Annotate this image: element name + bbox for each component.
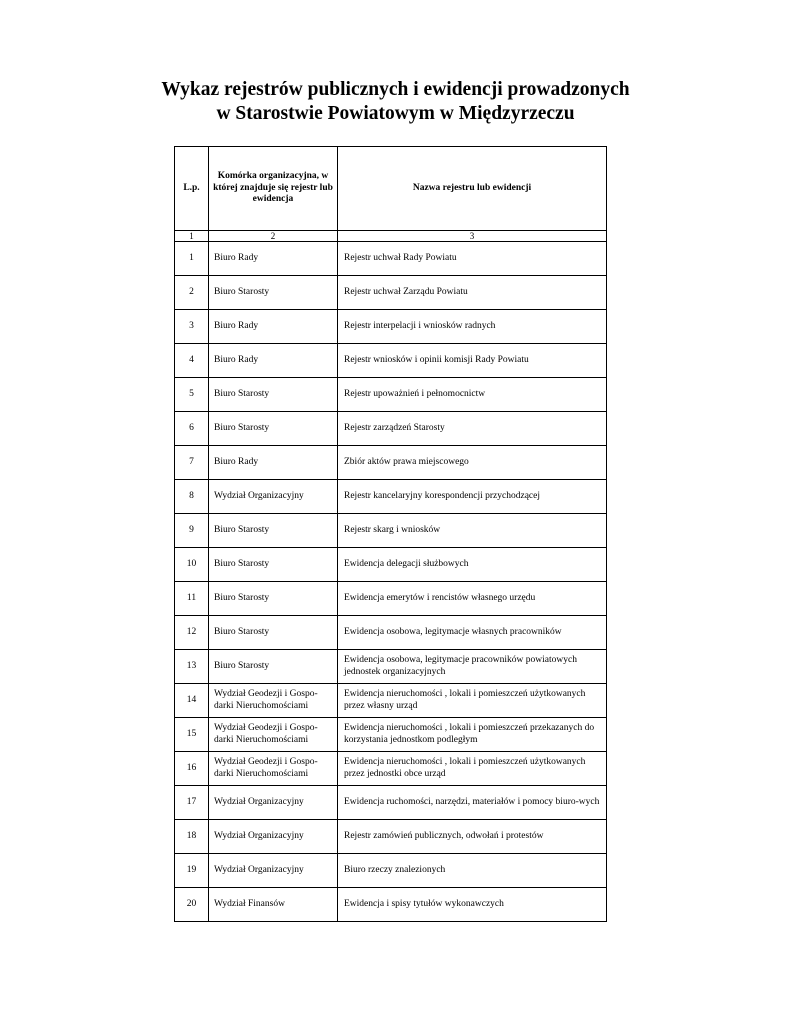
row-unit: Wydział Organizacyjny (209, 854, 338, 888)
table-row (175, 718, 607, 752)
table-row (175, 514, 607, 548)
row-register: Zbiór aktów prawa miejscowego (338, 446, 607, 480)
table-row (175, 888, 607, 922)
table-row (175, 854, 607, 888)
row-register: Biuro rzeczy znalezionych (338, 854, 607, 888)
row-register: Rejestr interpelacji i wniosków radnych (338, 310, 607, 344)
table-row (175, 684, 607, 718)
row-unit: Biuro Starosty (209, 276, 338, 310)
row-number: 16 (175, 752, 209, 786)
row-number: 14 (175, 684, 209, 718)
row-unit: Wydział Organizacyjny (209, 786, 338, 820)
row-number: 2 (175, 276, 209, 310)
table-row (175, 446, 607, 480)
row-register: Rejestr zamówień publicznych, odwołań i protestów (338, 820, 607, 854)
row-register: Ewidencja nieruchomości , lokali i pomieszczeń użytkowanych przez jednostki obce urząd (338, 752, 607, 786)
table-row (175, 378, 607, 412)
row-number: 9 (175, 514, 209, 548)
table-row (175, 276, 607, 310)
header-lp: L.p. (175, 147, 209, 231)
table-row (175, 752, 607, 786)
row-number: 17 (175, 786, 209, 820)
table-row (175, 480, 607, 514)
table-body (175, 242, 607, 922)
row-unit: Wydział Organizacyjny (209, 820, 338, 854)
row-number: 8 (175, 480, 209, 514)
registers-table (174, 146, 607, 922)
row-register: Ewidencja emerytów i rencistów własnego urzędu (338, 582, 607, 616)
row-number: 18 (175, 820, 209, 854)
row-register: Ewidencja ruchomości, narzędzi, materiałów i pomocy biuro-wych (338, 786, 607, 820)
row-number: 6 (175, 412, 209, 446)
row-unit: Biuro Starosty (209, 582, 338, 616)
row-number: 19 (175, 854, 209, 888)
row-register: Ewidencja osobowa, legitymacje pracowników powiatowych jednostek organizacyjnych (338, 650, 607, 684)
table-row (175, 548, 607, 582)
row-unit: Biuro Rady (209, 344, 338, 378)
table-row (175, 310, 607, 344)
row-unit: Biuro Starosty (209, 548, 338, 582)
row-register: Rejestr wniosków i opinii komisji Rady Powiatu (338, 344, 607, 378)
row-unit: Wydział Organizacyjny (209, 480, 338, 514)
row-register: Rejestr uchwał Rady Powiatu (338, 242, 607, 276)
table-row (175, 582, 607, 616)
header-register: Nazwa rejestru lub ewidencji (338, 147, 607, 231)
row-unit: Wydział Geodezji i Gospo-darki Nieruchomościami (209, 752, 338, 786)
document-title (0, 78, 791, 126)
table-row (175, 412, 607, 446)
row-unit: Wydział Geodezji i Gospo-darki Nieruchomościami (209, 684, 338, 718)
table-row (175, 242, 607, 276)
row-number: 7 (175, 446, 209, 480)
row-unit: Biuro Rady (209, 310, 338, 344)
table-row (175, 344, 607, 378)
title-line-1: Wykaz rejestrów publicznych i ewidencji prowadzonych (161, 79, 630, 100)
row-number: 11 (175, 582, 209, 616)
row-unit: Biuro Rady (209, 446, 338, 480)
table-row (175, 650, 607, 684)
row-unit: Biuro Starosty (209, 616, 338, 650)
row-unit: Wydział Finansów (209, 888, 338, 922)
row-unit: Biuro Rady (209, 242, 338, 276)
row-number: 5 (175, 378, 209, 412)
column-number-row (175, 231, 607, 242)
column-number: 3 (338, 231, 607, 242)
row-number: 15 (175, 718, 209, 752)
row-register: Ewidencja osobowa, legitymacje własnych pracowników (338, 616, 607, 650)
row-register: Ewidencja nieruchomości , lokali i pomieszczeń przekazanych do korzystania jednostkom podległym (338, 718, 607, 752)
row-number: 1 (175, 242, 209, 276)
column-number: 2 (209, 231, 338, 242)
row-register: Rejestr kancelaryjny korespondencji przychodzącej (338, 480, 607, 514)
row-unit: Biuro Starosty (209, 378, 338, 412)
row-register: Rejestr upoważnień i pełnomocnictw (338, 378, 607, 412)
row-register: Rejestr zarządzeń Starosty (338, 412, 607, 446)
title-line-2: w Starostwie Powiatowym w Międzyrzeczu (216, 103, 575, 124)
table-header-row (175, 147, 607, 231)
row-unit: Biuro Starosty (209, 514, 338, 548)
row-number: 4 (175, 344, 209, 378)
row-register: Ewidencja delegacji służbowych (338, 548, 607, 582)
row-number: 20 (175, 888, 209, 922)
row-unit: Wydział Geodezji i Gospo-darki Nieruchomościami (209, 718, 338, 752)
row-register: Ewidencja i spisy tytułów wykonawczych (338, 888, 607, 922)
row-register: Rejestr skarg i wniosków (338, 514, 607, 548)
table-row (175, 786, 607, 820)
row-number: 12 (175, 616, 209, 650)
row-number: 10 (175, 548, 209, 582)
header-unit: Komórka organizacyjna, w której znajduje się rejestr lub ewidencja (209, 147, 338, 231)
table-row (175, 616, 607, 650)
row-register: Rejestr uchwał Zarządu Powiatu (338, 276, 607, 310)
row-number: 3 (175, 310, 209, 344)
row-register: Ewidencja nieruchomości , lokali i pomieszczeń użytkowanych przez własny urząd (338, 684, 607, 718)
row-number: 13 (175, 650, 209, 684)
column-number: 1 (175, 231, 209, 242)
table-row (175, 820, 607, 854)
row-unit: Biuro Starosty (209, 650, 338, 684)
row-unit: Biuro Starosty (209, 412, 338, 446)
